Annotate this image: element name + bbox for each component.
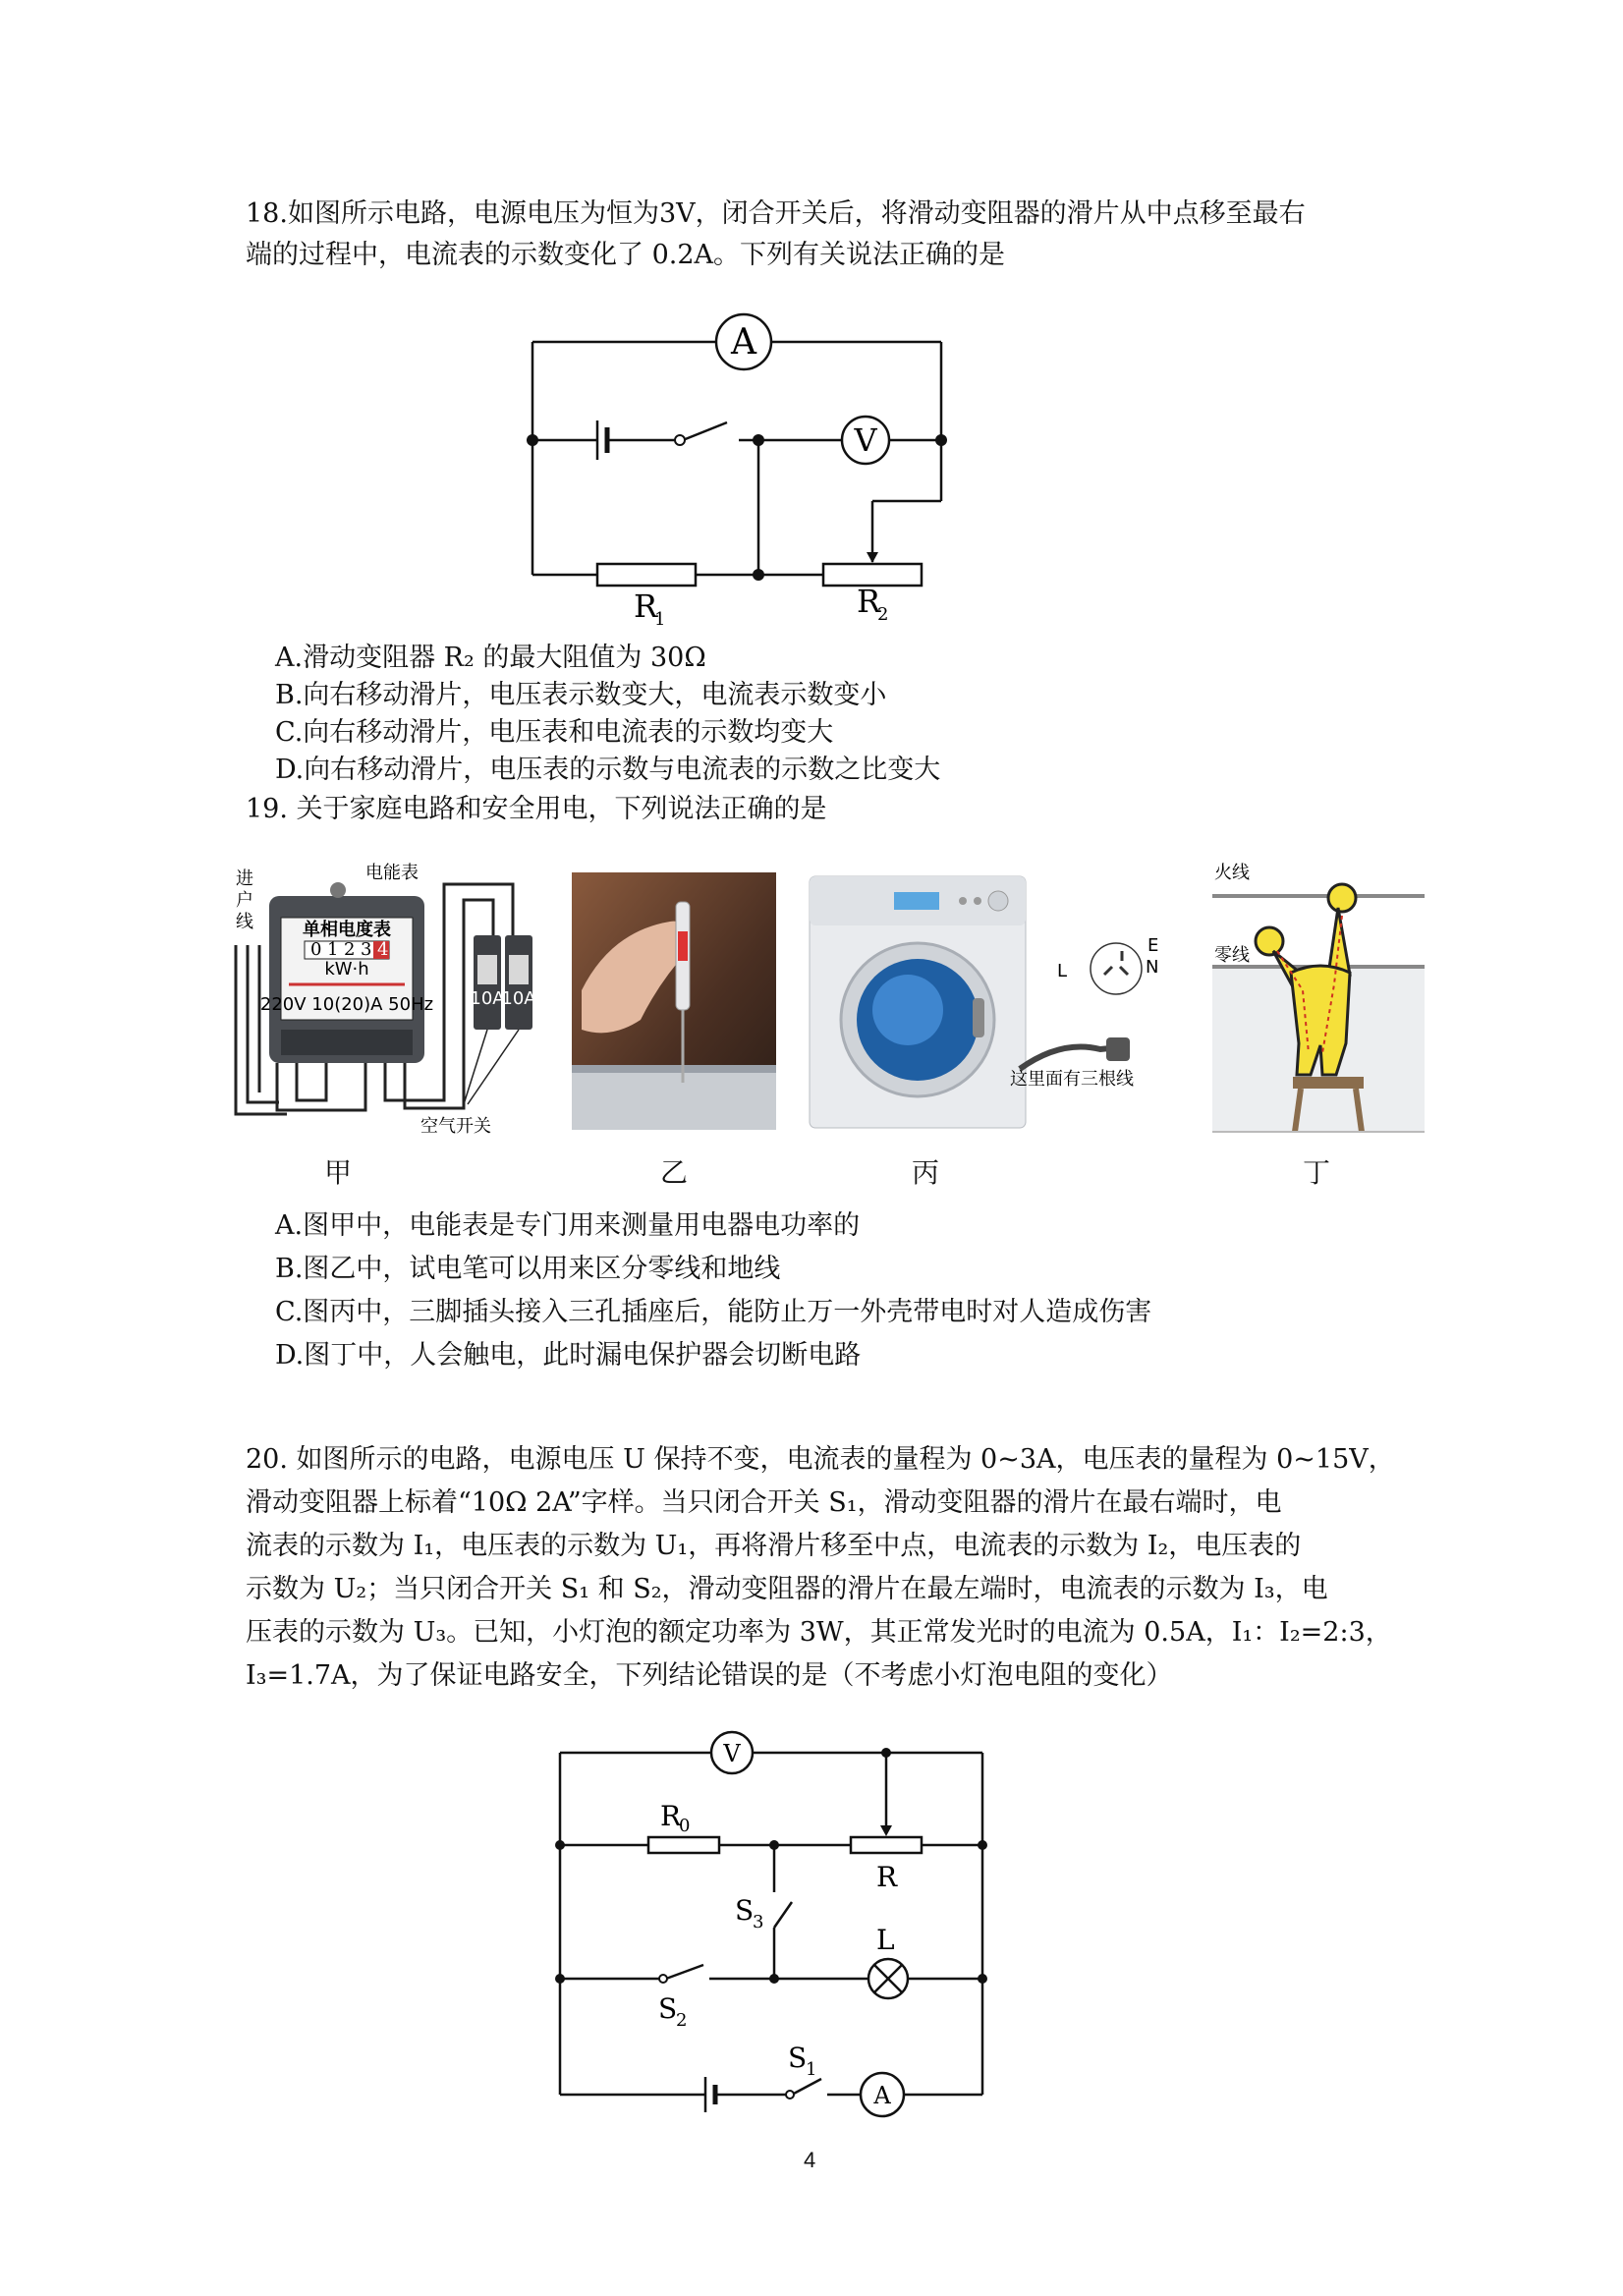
fig-yi-caption: 乙 — [660, 1156, 689, 1189]
q20-voltmeter-label: V — [723, 1740, 741, 1767]
q18-stem-line2: 端的过程中，电流表的示数变化了 0.2A。下列有关说法正确的是 — [246, 240, 1006, 270]
jia-inlet-char-2: 户 — [236, 890, 253, 911]
q20-stem-line6: I₃=1.7A，为了保证电路安全，下列结论错误的是（不考虑小灯泡电阻的变化） — [246, 1660, 1173, 1691]
q20-s1-label: S — [788, 2042, 808, 2074]
jia-meter-title: 单相电度表 — [303, 920, 391, 940]
bing-power-cord — [1020, 1047, 1120, 1070]
fig-yi-test-pen-photo — [572, 872, 776, 1130]
q19-option-a: A.图甲中，电能表是专门用来测量用电器电功率的 — [275, 1210, 861, 1241]
q20-r-label: R — [876, 1861, 898, 1893]
q18-voltmeter-label: V — [854, 421, 877, 459]
jia-digit-3: 3 — [361, 939, 372, 960]
ding-live-label: 火线 — [1214, 863, 1250, 883]
bing-socket-e: E — [1147, 935, 1159, 956]
q20-s2-sub: 2 — [676, 2010, 688, 2031]
jia-digit-2: 2 — [344, 939, 356, 960]
jia-breaker-1-rating: 10A — [470, 988, 505, 1009]
fig-bing-washer-diagram — [806, 872, 1199, 1134]
q20-stem-line3: 流表的示数为 I₁，电压表的示数为 U₁，再将滑片移至中点，电流表的示数为 I₂，电压表的 — [246, 1531, 1302, 1561]
q18-option-b: B.向右移动滑片，电压表示数变大，电流表示数变小 — [275, 680, 887, 710]
q19-option-d: D.图丁中，人会触电，此时漏电保护器会切断电路 — [275, 1340, 862, 1371]
bing-note: 这里面有三根线 — [1010, 1069, 1134, 1090]
q20-circuit-diagram — [542, 1709, 1004, 2122]
q18-r2-sub: 2 — [877, 604, 889, 625]
jia-digit-0: 0 — [310, 939, 322, 960]
jia-unit: kW·h — [324, 959, 369, 980]
q20-ammeter-label: A — [873, 2082, 891, 2109]
q20-stem-line1: 20. 如图所示的电路，电源电压 U 保持不变，电流表的量程为 0~3A，电压表的量程为 0~15V， — [246, 1444, 1395, 1475]
q18-option-c: C.向右移动滑片，电压表和电流表的示数均变大 — [275, 717, 834, 748]
jia-digit-1: 1 — [327, 939, 339, 960]
q18-option-d: D.向右移动滑片，电压表的示数与电流表的示数之比变大 — [275, 755, 941, 785]
jia-rating: 220V 10(20)A 50Hz — [259, 994, 434, 1015]
q18-stem-line1: 18.如图所示电路，电源电压为恒为3V，闭合开关后，将滑动变阻器的滑片从中点移至最右 — [246, 198, 1306, 229]
jia-switch-label: 空气开关 — [420, 1116, 491, 1137]
q19-stem: 19. 关于家庭电路和安全用电，下列说法正确的是 — [246, 794, 827, 824]
q19-option-c: C.图丙中，三脚插头接入三孔插座后，能防止万一外壳带电时对人造成伤害 — [275, 1297, 1152, 1327]
fig-ding-caption: 丁 — [1303, 1156, 1331, 1189]
q20-stem-line4: 示数为 U₂；当只闭合开关 S₁ 和 S₂，滑动变阻器的滑片在最左端时，电流表的示数为 I₃，电 — [246, 1574, 1328, 1604]
jia-inlet-char-3: 线 — [236, 912, 253, 932]
q20-s3-label: S — [735, 1894, 755, 1927]
q20-stem-line5: 压表的示数为 U₃。已知，小灯泡的额定功率为 3W，其正常发光时的电流为 0.5A，I₁：I₂=2:3， — [246, 1617, 1392, 1648]
q20-r0-sub: 0 — [679, 1816, 691, 1836]
q18-r2-label: R — [857, 583, 881, 620]
q20-r0-label: R — [660, 1800, 682, 1832]
q18-r1-sub: 1 — [654, 609, 666, 630]
bing-socket-l: L — [1057, 961, 1068, 981]
bing-socket-icon — [1091, 943, 1142, 994]
q20-s2-label: S — [658, 1992, 678, 2025]
jia-inlet-char-1: 进 — [236, 868, 253, 889]
q18-ammeter-label: A — [731, 322, 756, 363]
fig-jia-caption: 甲 — [324, 1156, 353, 1189]
q18-circuit-diagram — [511, 305, 963, 639]
ding-neutral-label: 零线 — [1214, 945, 1250, 966]
jia-breaker-2-rating: 10A — [501, 988, 536, 1009]
bing-socket-n: N — [1146, 957, 1159, 978]
page-number: 4 — [804, 2148, 816, 2172]
q20-s1-sub: 1 — [806, 2059, 817, 2080]
fig-jia-meter-diagram — [228, 857, 542, 1142]
q18-slider-arrow — [867, 552, 878, 563]
jia-meter-label: 电能表 — [365, 863, 419, 883]
q20-s3-sub: 3 — [753, 1912, 764, 1932]
bing-plug-icon — [1106, 1037, 1130, 1061]
q18-r1-label: R — [634, 588, 658, 625]
q20-lamp-label: L — [876, 1924, 895, 1956]
fig-bing-caption: 丙 — [912, 1156, 940, 1189]
jia-digit-4: 4 — [377, 939, 389, 960]
fig-ding-electric-shock-diagram — [1212, 857, 1425, 1142]
q18-option-a: A.滑动变阻器 R₂ 的最大阻值为 30Ω — [275, 643, 706, 673]
q20-slider-arrow — [880, 1825, 892, 1836]
q20-stem-line2: 滑动变阻器上标着“10Ω 2A”字样。当只闭合开关 S₁，滑动变阻器的滑片在最右端时，电 — [246, 1487, 1282, 1518]
q19-option-b: B.图乙中，试电笔可以用来区分零线和地线 — [275, 1254, 781, 1284]
